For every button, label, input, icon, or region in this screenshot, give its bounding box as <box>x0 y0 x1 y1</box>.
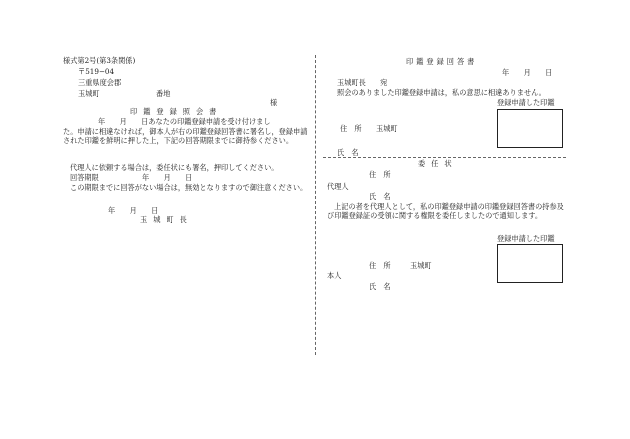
issue-date: 年 月 日 <box>108 206 159 215</box>
reply-statement: 照会のありました印鑑登録申請は，私の意思に相違ありません。 <box>337 88 546 97</box>
postal-code: 〒519−04 <box>78 67 115 76</box>
invalid-note: この期限までに回答がない場合は，無効となりますので御注意ください。 <box>70 183 308 192</box>
principal-address-label: 住 所 <box>369 261 391 270</box>
address-banchi: 番地 <box>156 89 171 98</box>
reply-seal-caption: 登録申請した印鑑 <box>497 98 555 107</box>
principal-label: 本人 <box>327 271 342 280</box>
principal-address-value: 玉城町 <box>410 261 432 270</box>
inquiry-title: 印鑑登録照会書 <box>130 107 223 116</box>
deadline-label: 回答期限 <box>70 173 99 182</box>
reply-address-value: 玉城町 <box>376 124 398 133</box>
agent-name-label: 氏 名 <box>369 192 391 201</box>
proxy-seal-caption: 登録申請した印鑑 <box>497 234 555 243</box>
principal-name-label: 氏 名 <box>369 282 391 291</box>
reply-addressee: 玉城町長 宛 <box>337 78 388 87</box>
reply-seal-box[interactable] <box>497 109 563 148</box>
proxy-note: 代理人に依頼する場合は，委任状にも署名，押印してください。 <box>70 163 279 172</box>
form-number: 様式第2号(第3条関係) <box>63 56 136 65</box>
agent-label: 代理人 <box>327 182 349 191</box>
agent-address-label: 住 所 <box>369 170 391 179</box>
proxy-body: 上記の者を代理人として，私の印鑑登録申請の印鑑登録回答書の持参及び印鑑登録証の受領に関する権限を委任しましたので通知します。 <box>327 202 564 220</box>
honorific-sama: 様 <box>270 98 278 107</box>
proxy-title: 委任状 <box>418 159 458 168</box>
inquiry-date-line: 年 月 日あなたの印鑑登録申請を受け付けまし <box>98 117 271 126</box>
cut-line-horizontal <box>323 157 566 158</box>
deadline-date: 年 月 日 <box>142 173 193 182</box>
proxy-seal-box[interactable] <box>497 244 563 283</box>
reply-name-label: 氏 名 <box>337 148 359 157</box>
reply-title: 印鑑登録回答書 <box>406 57 478 66</box>
mayor-signature: 玉城町長 <box>140 215 193 224</box>
inquiry-body: た。申請に相違なければ，御本人が右の印鑑登録回答書に署名し，登録申請された印鑑を鮮明に押した上，下記の回答期限までに御持参ください。 <box>63 127 308 145</box>
address-town: 玉城町 <box>78 89 100 98</box>
reply-address-label: 住 所 <box>340 124 362 133</box>
address-prefecture: 三重県度会郡 <box>78 78 122 87</box>
reply-date: 年 月 日 <box>502 68 553 77</box>
fold-line-vertical <box>315 55 316 355</box>
